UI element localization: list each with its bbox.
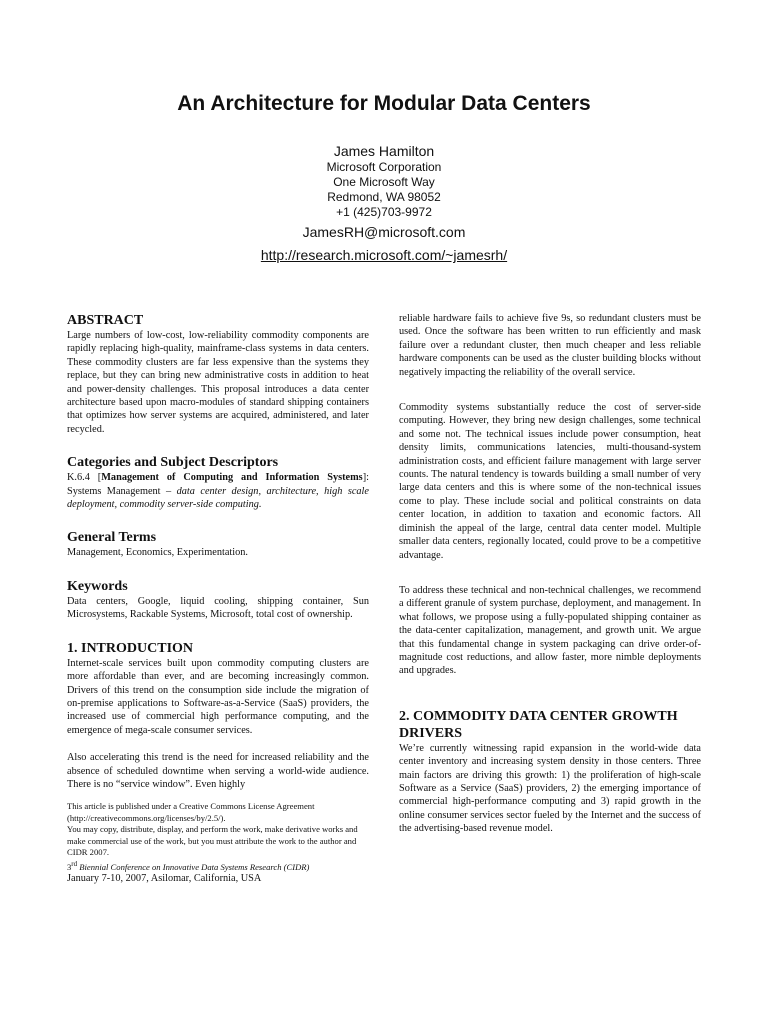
categories-heading: Categories and Subject Descriptors [67, 455, 279, 471]
left-column [67, 312, 369, 885]
categories-italic: data center design, architecture, high scale deployment, commodity server-side computing. [67, 485, 369, 511]
introduction-p2: Also accelerating this trend is the need for increased reliability and the absence of scheduled downtime when serving a world-wide audience. There is no “service window”. Even highly [67, 752, 369, 790]
author-phone: +1 (425)703-9972 [336, 205, 432, 219]
footnote-date: January 7-10, 2007, Asilomar, California, USA [67, 873, 262, 885]
section2-heading: 2. COMMODITY DATA CENTER GROWTH DRIVERS [399, 708, 678, 741]
categories-bold: Management of Computing and Information Systems [101, 472, 363, 484]
author-city: Redmond, WA 98052 [327, 190, 441, 204]
general-terms-text: Management, Economics, Experimentation. [67, 547, 248, 559]
author-name: James Hamilton [333, 143, 435, 159]
abstract-text: Large numbers of low-cost, low-reliability commodity components are rapidly replacing high-quality, mainframe-class systems in data centers. These commodity clusters are far less expensive than the systems they replace, but they can bring new administrative costs in addition to heat and power-density challenges. This proposal introduces a data center architecture based upon macro-modules of standard shipping containers that optimizes how server systems are acquired, administered, and later recycled. [67, 330, 369, 435]
keywords-text: Data centers, Google, liquid cooling, shipping container, Sun Microsystems, Rackable Systems, Microsoft, total cost of ownership. [67, 595, 369, 621]
categories-after: ]: Systems Management – [67, 472, 369, 497]
abstract-heading: ABSTRACT [67, 313, 144, 328]
right-p3: To address these technical and non-technical challenges, we recommend a different granule of system purchase, deployment, and management. In what follows, we propose using a fully-populated shipping container as the data-center capitalization, management, and growth unit. We argue that this fundamental change in system packaging can drive order-of-magnitude cost reductions, and allow faster, more nimble deployments and upgrades. [399, 584, 701, 677]
categories-code: K.6.4 [ [67, 472, 102, 484]
right-column [399, 312, 701, 836]
author-street: One Microsoft Way [333, 175, 435, 189]
author-email: JamesRH@microsoft.com [302, 224, 466, 240]
categories-text [67, 471, 369, 511]
footnote-license: This article is published under a Creative Commons License Agreement (http://creativecommons.org/licenses/by/2.5/). [67, 801, 315, 823]
right-p1: reliable hardware fails to achieve five 9s, so redundant clusters must be used. Once the software has been written to run efficiently and mask failure over a redundant cluster, then much cheaper and less reliable hardware components can be used as the cluster building blocks without negatively impacting the reliability of the overall service. [399, 313, 701, 378]
author-block [0, 142, 768, 264]
footnote-copy: You may copy, distribute, display, and perform the work, make derivative works and make commercial use of the work, but you must attribute the work to the author and CIDR 2007. [67, 824, 358, 858]
footnote-conf-text: Biennial Conference on Innovative Data Systems Research (CIDR) [77, 861, 310, 872]
footnote-conference [67, 859, 369, 873]
footnote-conf-num: 3 [67, 861, 72, 872]
general-terms-heading: General Terms [67, 530, 157, 546]
introduction-heading: 1. INTRODUCTION [67, 640, 194, 656]
introduction-p1: Internet-scale services built upon commodity computing clusters are more affordable than ever, and are becoming increasingly common. Drivers of this trend on the consumption side include the migration of on-premise applications to Software-as-a-Service (SaaS) providers, the increased use of commercial high performance computing, and the emergence of mega-scale consumer services. [67, 657, 369, 736]
keywords-heading: Keywords [67, 578, 128, 594]
author-org: Microsoft Corporation [326, 160, 442, 174]
author-url[interactable]: http://research.microsoft.com/~jamesrh/ [260, 247, 508, 263]
section2-p1: We’re currently witnessing rapid expansion in the world-wide data center inventory and increasing system density in those centers. Three main factors are driving this growth: 1) the proliferation of high-scale Software as a Service (SaaS) providers, 2) the emerging importance of commercial high-performance computing and 3) rapid growth in the online consumer services sector fueled by the Internet and the success of the advertising-based revenue model. [399, 742, 701, 835]
paper-title: An Architecture for Modular Data Centers [177, 92, 591, 115]
footnote-conf-sup: rd [71, 859, 78, 868]
right-p2: Commodity systems substantially reduce the cost of server-side computing. However, they bring new design challenges, some technical and some not. The technical issues include power consumption, heat density limits, communications latencies, multi-thousand-system administration costs, and efficient failure management with large server counts. The natural tendency is towards building a small number of very large data centers and this is where some of the non-technical issues come to play. These include social and political constraints on data center location, in addition to taxation and economic factors. All diminish the appeal of the large, central data center model. Multiple smaller data centers, regionally located, could prove to be a competitive advantage. [399, 402, 701, 561]
